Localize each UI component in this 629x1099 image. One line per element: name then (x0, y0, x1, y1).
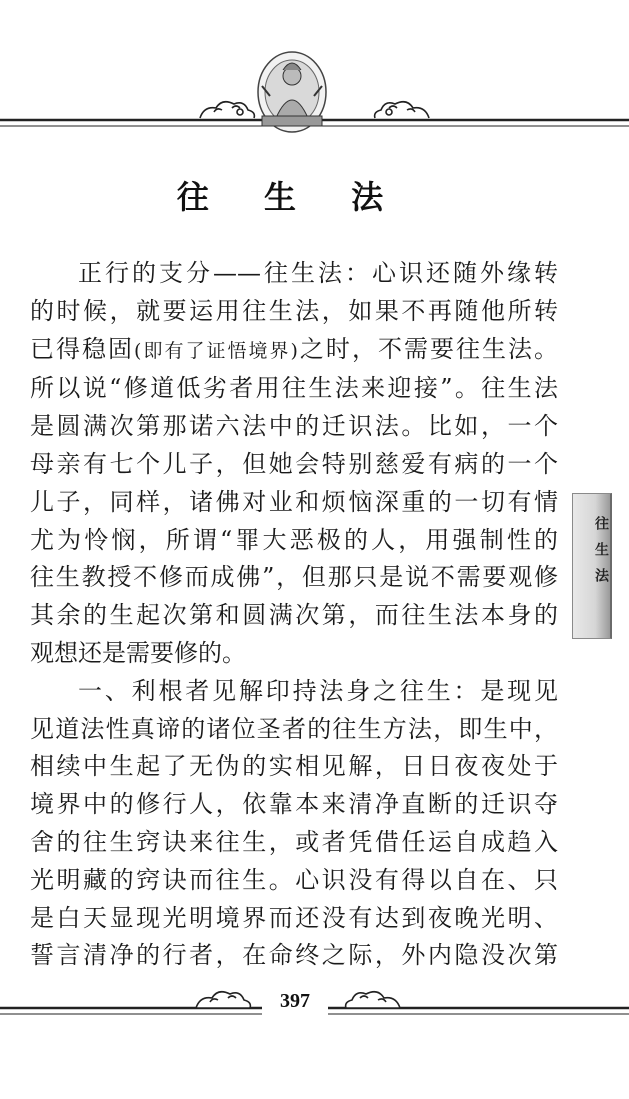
left-cloud-icon (200, 102, 254, 118)
text-line: 尤为怜悯，所谓“罪大恶极的人，用强制性的 (30, 525, 558, 554)
text-line: 正行的支分——往生法：心识还随外缘转 (78, 259, 558, 287)
text-line: 境界中的修行人，依靠本来清净直断的迁识夺 (30, 790, 558, 819)
text-line: 誓言清净的行者，在命终之际，外内隐没次第 (30, 941, 558, 970)
header-ornament (0, 0, 629, 140)
text-line: 的时候，就要运用往生法，如果不再随他所转 (30, 296, 558, 325)
right-cloud-icon (346, 992, 400, 1008)
text-line: 母亲有七个儿子，但她会特别慈爱有病的一个 (30, 449, 558, 478)
right-cloud-icon (375, 102, 429, 118)
side-tab-label: 往生法 (593, 516, 609, 594)
text-line: 见道法性真谛的诸位圣者的往生方法，即生中， (30, 714, 558, 743)
text-line: 是白天显现光明境界而还没有达到夜晚光明、 (30, 903, 558, 932)
deity-figure-icon (258, 52, 326, 132)
text-line: 其余的生起次第和圆满次第，而往生法本身的 (30, 601, 558, 630)
page-title: 往 生 法 (176, 178, 406, 216)
text-line: 观想还是需要修的。 (30, 638, 246, 667)
text-line: 儿子，同样，诸佛对业和烦恼深重的一切有情 (30, 487, 558, 516)
body-text (30, 255, 558, 975)
text-line: 相续中生起了无伪的实相见解，日日夜夜处于 (30, 752, 558, 781)
text-line: 舍的往生窍诀来往生，或者凭借任运自成趋入 (30, 827, 558, 856)
text-line: 光明藏的窍诀而往生。心识没有得以自在、只 (30, 865, 558, 894)
page-number: 397 (280, 990, 310, 1012)
text-line: 是圆满次第那诺六法中的迁识法。比如，一个 (30, 412, 558, 441)
chapter-side-tab[interactable] (572, 493, 612, 639)
text-line: 往生教授不修而成佛”，但那只是说不需要观修 (30, 563, 558, 592)
text-line: 所以说“修道低劣者用往生法来迎接”。往生法 (30, 374, 558, 403)
text-line: 一、利根者见解印持法身之往生：是现见 (78, 676, 558, 705)
left-cloud-icon (196, 992, 250, 1008)
text-line: 已得稳固(即有了证悟境界)之时，不需要往生法。 (30, 334, 558, 363)
